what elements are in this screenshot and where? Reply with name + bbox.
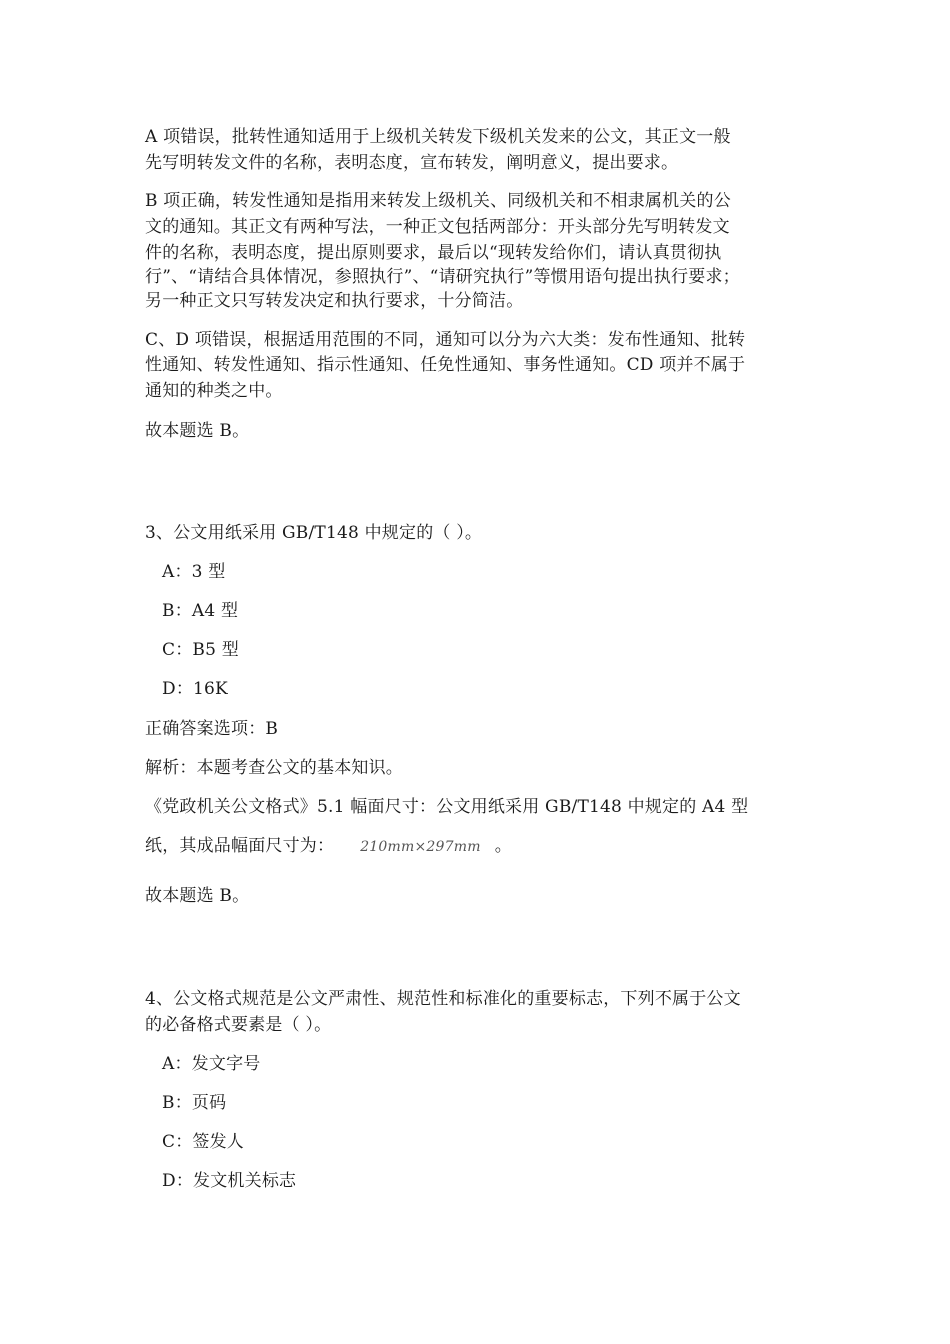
q3-option-c: C：B5 型 <box>162 640 239 660</box>
explanation-b-line-5: 另一种正文只写转发决定和执行要求，十分简洁。 <box>145 291 524 311</box>
q3-option-b: B：A4 型 <box>162 601 239 621</box>
q3-analysis: 解析：本题考查公文的基本知识。 <box>145 758 403 778</box>
q4-option-c: C：签发人 <box>162 1132 245 1152</box>
q3-stem: 3、公文用纸采用 GB/T148 中规定的（ ）。 <box>145 523 483 543</box>
explanation-b-line-4: 行”、“请结合具体情况，参照执行”、“请研究执行”等惯用语句提出执行要求； <box>145 267 740 287</box>
q4-stem-line-1: 4、公文格式规范是公文严肃性、规范性和标准化的重要标志，下列不属于公文 <box>145 989 741 1009</box>
q3-answer: 正确答案选项：B <box>145 719 279 739</box>
q3-option-d: D：16K <box>162 679 228 699</box>
explanation-cd-line-2: 性通知、转发性通知、指示性通知、任免性通知、事务性通知。CD 项并不属于 <box>145 355 746 375</box>
q3-detail-prefix: 纸，其成品幅面尺寸为： <box>145 836 335 856</box>
q3-detail-line-2 <box>145 833 512 860</box>
explanation-cd-line-1: C、D 项错误，根据适用范围的不同，通知可以分为六大类：发布性通知、批转 <box>145 330 746 350</box>
q4-option-d: D：发文机关标志 <box>162 1171 297 1191</box>
explanation-conclusion: 故本题选 B。 <box>145 421 250 441</box>
q3-conclusion: 故本题选 B。 <box>145 886 250 906</box>
explanation-b-line-2: 文的通知。其正文有两种写法，一种正文包括两部分：开头部分先写明转发文 <box>145 217 730 237</box>
explanation-b-line-1: B 项正确，转发性通知是指用来转发上级机关、同级机关和不相隶属机关的公 <box>145 191 731 211</box>
q3-detail-line-1: 《党政机关公文格式》5.1 幅面尺寸：公文用纸采用 GB/T148 中规定的 A4 型 <box>145 797 749 817</box>
explanation-cd-line-3: 通知的种类之中。 <box>145 381 283 401</box>
explanation-b-line-3: 件的名称，表明态度，提出原则要求，最后以“现转发给你们，请认真贯彻执 <box>145 243 722 263</box>
q3-size-formula: 210mm×297mm <box>360 839 481 855</box>
q4-option-b: B：页码 <box>162 1093 227 1113</box>
q3-option-a: A：3 型 <box>162 562 226 582</box>
q3-detail-suffix: 。 <box>494 836 512 856</box>
q4-option-a: A：发文字号 <box>162 1054 261 1074</box>
explanation-a-line-2: 先写明转发文件的名称，表明态度，宣布转发，阐明意义，提出要求。 <box>145 153 679 173</box>
q4-stem-line-2: 的必备格式要素是（ ）。 <box>145 1015 332 1035</box>
explanation-a-line-1: A 项错误，批转性通知适用于上级机关转发下级机关发来的公文，其正文一般 <box>145 127 731 147</box>
